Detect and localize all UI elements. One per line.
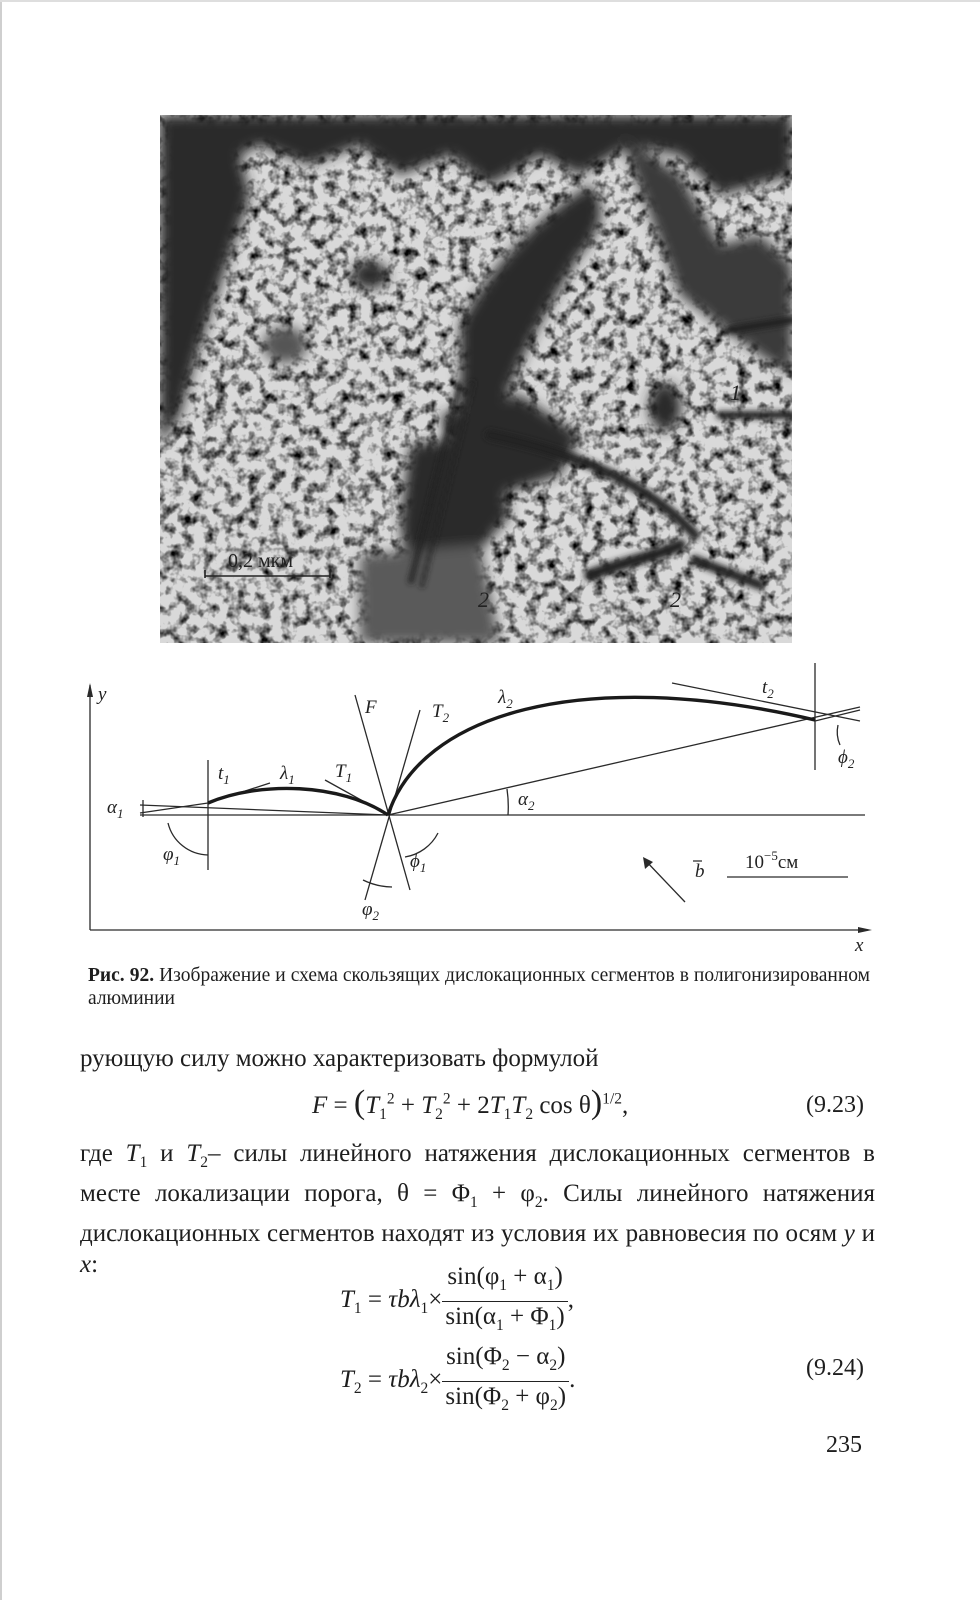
caption-number: Рис. 92. — [88, 965, 155, 986]
figure-caption — [88, 964, 870, 1010]
label-lambda1: $\lambda_1$ — [280, 763, 295, 787]
label-lambda2: $\lambda_2$ — [498, 687, 513, 711]
label-alpha1: $\alpha_1$ — [107, 797, 124, 821]
label-b-vector: b — [695, 861, 705, 882]
label-phi1: $\varphi_1$ — [163, 844, 181, 868]
page-number: 235 — [826, 1432, 862, 1458]
equation-number-9-24: (9.24) — [806, 1355, 864, 1381]
label-alpha2: $\alpha_2$ — [518, 789, 535, 813]
caption-text: Изображение и схема скользящих дислокационных сегментов в полигонизированном алюминии — [88, 965, 870, 1009]
page-border-top — [0, 0, 980, 2]
label-T2: $T_2$ — [432, 701, 450, 725]
equation-T1: $T_1 = \tau b\lambda_1\times$ $\frac{\sin(\varphi_1 + \alpha_1)}{\sin(\alpha_1 + \Phi_1)}$ , — [340, 1263, 574, 1334]
scale-bar-label: 0,2 мкм — [228, 550, 294, 572]
label-x-axis: x — [855, 935, 864, 955]
micrograph-image — [160, 115, 792, 643]
equation-T2: $T_2 = \tau b\lambda_2\times$ $\frac{\sin(\Phi_2 - \alpha_2)}{\sin(\Phi_2 + \varphi_2)}$ . — [340, 1343, 576, 1414]
label-Phi1: $\phi_1$ — [410, 851, 427, 875]
paragraph-1: рующую силу можно характеризовать формулой — [80, 1045, 599, 1072]
label-Phi2: $\phi_2$ — [838, 747, 855, 771]
dislocation-diagram — [60, 655, 940, 955]
micrograph-label-1: 1 — [730, 380, 741, 405]
equation-9-23: $F = (T_1^2 + T_2^2 + 2T_1T_2$ cos θ)$^{1/2}$, — [312, 1084, 629, 1123]
micrograph-label-2-left: 2 — [478, 587, 489, 612]
label-y-axis: y — [98, 684, 107, 705]
label-t2: $t_2$ — [762, 677, 774, 701]
micrograph-label-2-right: 2 — [670, 587, 681, 612]
label-t1: $t_1$ — [218, 763, 230, 787]
label-phi2: $\varphi_2$ — [362, 899, 380, 923]
equation-number-9-23: (9.23) — [806, 1092, 864, 1118]
label-T1: $T_1$ — [335, 761, 353, 785]
page-border-left — [0, 0, 2, 1600]
paragraph-2: где $T_1$ и $T_2-$ силы линейного натяжения дислокационных сегментов в месте локализации порога, $\theta = \Phi_1 + \varphi_2$. Силы линейного натяжения дислокационных сегментов находят из условия их равновесия по осям y и x: — [80, 1140, 876, 1278]
label-F: F — [365, 697, 377, 718]
segment-lambda2 — [388, 697, 815, 815]
label-scale: $10^{-5}см$ — [745, 848, 799, 873]
